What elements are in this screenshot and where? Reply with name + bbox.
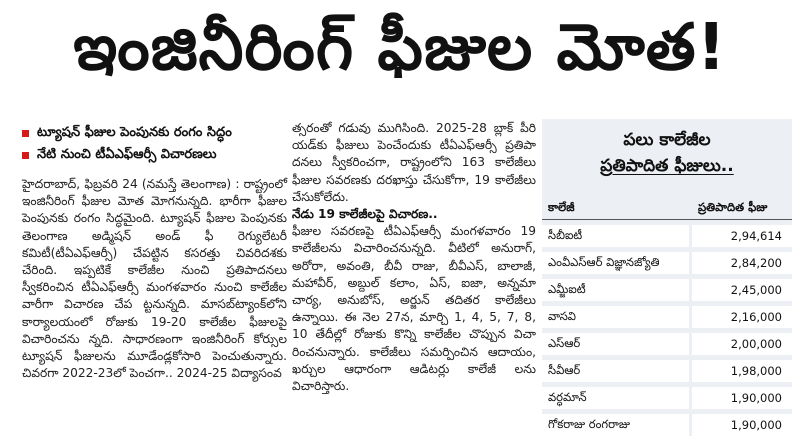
article-column-1 xyxy=(22,176,287,382)
bullet-text: నేటి నుంచి టీఏఎఫ్ఆర్సీ విచారణలు xyxy=(37,147,217,162)
fee-box-title-line1: పలు కాలేజీల xyxy=(623,130,711,150)
table-row xyxy=(542,225,792,247)
bullet-square-icon xyxy=(22,130,29,137)
table-row xyxy=(542,333,792,355)
college-name: గోకరాజు రంగరాజు xyxy=(542,414,692,436)
fee-value: 2,94,614 xyxy=(692,225,792,247)
table-row xyxy=(542,360,792,382)
fee-box-title xyxy=(542,119,792,191)
table-row xyxy=(542,414,792,436)
bullet-list xyxy=(22,122,287,166)
col-header-fee: ప్రతిపాదిత ఫీజు xyxy=(692,198,792,220)
article-column-2 xyxy=(292,120,536,395)
college-name: వర్ధమాన్ xyxy=(542,387,692,409)
college-name: ఎమ్జీఐటీ xyxy=(542,279,692,301)
article-paragraph: త్సరంతో గడువు ముగిసింది. 2025-28 బ్లాక్ పీరి యడ్‌కు ఫీజులు పెంచేందుకు టీఏఎఫ్ఆర్సీ ప్రతిపా దనలు స్వీకరించగా, రాష్ట్రంలోని 163 కాలేజీలు ఫీజుల సవరణకు దరఖాస్తు చేసుకోగా, 19 కాలేజీలు చేసుకోలేదు. xyxy=(292,121,536,204)
table-row xyxy=(542,306,792,328)
bullet-square-icon xyxy=(22,152,29,159)
college-name: వాసవి xyxy=(542,306,692,328)
fee-value: 1,98,000 xyxy=(692,360,792,382)
article-subheading: నేడు 19 కాలేజీలపై విచారణ.. xyxy=(292,207,438,222)
college-name: సీవీఆర్ xyxy=(542,360,692,382)
fee-value: 2,84,200 xyxy=(692,252,792,274)
headline: ఇంజినీరింగ్ ఫీజుల మోత! xyxy=(73,10,727,85)
college-name: ఎంవీఎస్ఆర్ విజ్ఞానజ్యోతి xyxy=(542,252,692,274)
fee-value: 2,16,000 xyxy=(692,306,792,328)
fee-value: 2,45,000 xyxy=(692,279,792,301)
bullet-item xyxy=(22,122,287,144)
college-name: ఎస్ఆర్ xyxy=(542,333,692,355)
fee-table xyxy=(542,193,792,439)
bullet-text: ట్యూషన్ ఫీజుల పెంపునకు రంగం సిద్ధం xyxy=(37,125,232,140)
table-row xyxy=(542,252,792,274)
table-row xyxy=(542,387,792,409)
article-paragraph: హైదరాబాద్, ఫిబ్రవరి 24 (నమస్తే తెలంగాణ) : రాష్ట్రంలో ఇంజినీరింగ్ ఫీజుల మోత మోగనున్నది. భారీగా ఫీజుల పెంపునకు రంగం సిద్ధమైంది. ట్యూషన్ ఫీజుల పెంపునకు తెలంగాణ అడ్మిషన్ అండ్ ఫీ రెగ్యులేటరీ కమిటీ(టీఏఎఫ్ఆర్సీ) చేపట్టిన కసరత్తు చివరిదశకు చేరింది. ఇప్పటికే కాలేజీల నుంచి ప్రతిపాదనలు స్వీకరించిన టీఏఎఫ్ఆర్సీ మంగళవారం నుంచి కాలేజీల వారీగా విచారణ చేప ట్టనున్నది. మాసబ్‌ట్యాంక్‌లోని కార్యాలయంలో రోజుకు 19-20 కాలేజీల ఫీజులపై విచారించను న్నది. సాధారణంగా ఇంజినీరింగ్ కోర్సుల ట్యూషన్ ఫీజులను మూడేండ్లకోసారి పెంచుతున్నారు. చివరగా 2022-23లో పెంచగా.. 2024-25 విద్యాసంవ xyxy=(22,177,287,381)
fee-table-header xyxy=(542,198,792,220)
fee-value: 2,00,000 xyxy=(692,333,792,355)
fee-value: 1,90,000 xyxy=(692,414,792,436)
fee-value: 1,90,000 xyxy=(692,387,792,409)
article-paragraph: ఫీజుల సవరణపై టీఏఎఫ్ఆర్సీ మంగళవారం 19 కాలేజీలను విచారించనున్నది. వీటిలో అనురాగ్, అరోరా, అవంతి, బీవీ రాజు, బీవీఎస్, బాలాజీ, మహావీర్, అబ్దుల్ కలాం, ఏస్, ఐజా, అన్నమా చార్య, అనుబోస్, అర్జున్ తదితర కాలేజీలు ఉన్నాయి. ఈ నెల 27న, మార్చి 1, 4, 5, 7, 8, 10 తేదీల్లో రోజుకు కొన్ని కాలేజీల చొప్పున విచా రించనున్నారు. కాలేజీలు సమర్పించిన ఆదాయం, ఖర్చుల ఆధారంగా ఆడిటర్లు కాలేజీ లను విచారిస్తారు. xyxy=(292,224,536,394)
fee-box-title-line2: ప్రతిపాదిత ఫీజులు.. xyxy=(600,156,734,176)
fee-info-box xyxy=(542,119,792,433)
col-header-college: కాలేజీ xyxy=(542,198,692,220)
table-row xyxy=(542,279,792,301)
bullet-item xyxy=(22,144,287,166)
college-name: సీబీఐటీ xyxy=(542,225,692,247)
